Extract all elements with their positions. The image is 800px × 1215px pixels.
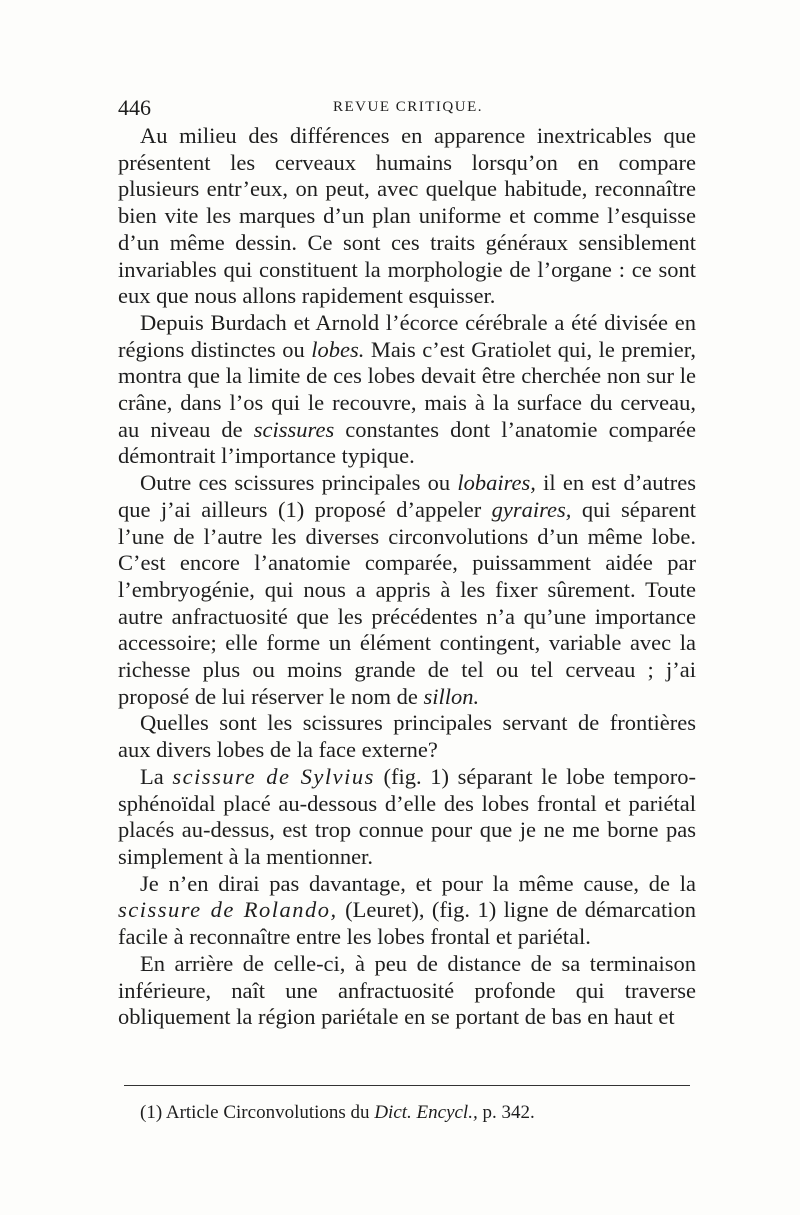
- paragraph-7: En arrière de celle-ci, à peu de distance de sa terminaison inférieure, naît une anfractuosité profonde qui traverse obliquement la région pariétale en se portant de bas en haut et: [118, 950, 696, 1030]
- running-title: REVUE CRITIQUE.: [333, 99, 483, 115]
- text-run: (Leuret), (fig. 1) ligne de démarcation facile à reconnaître entre les lobes frontal et pariétal.: [118, 897, 696, 950]
- term-lobaires: lobaires,: [457, 470, 536, 496]
- paragraph-2: [118, 310, 696, 470]
- footnote: [140, 1101, 700, 1125]
- term-scissure-rolando: scissure de Rolando,: [118, 897, 338, 923]
- term-scissures: scissures: [253, 416, 335, 442]
- page-number: 446: [118, 95, 151, 120]
- paragraph-3: [118, 470, 696, 710]
- term-gyraires: gyraires,: [491, 496, 572, 522]
- footnote-page: p. 342.: [477, 1102, 535, 1123]
- paragraph-1: Au milieu des différences en apparence inextricables que présentent les cerveaux humains lorsqu’on en compare plusieurs entr’eux, on peut, avec quelque habitude, reconnaître bien vite les marques d’un plan uniforme et comme l’esquisse d’un même dessin. Ce sont ces traits généraux sensiblement invariables qui constituent la morphologie de l’organe : ce sont eux que nous allons rapidement esquisser.: [118, 123, 696, 309]
- footnote-dict-ref: Dict. Encycl.,: [374, 1102, 478, 1123]
- paragraph-5: [118, 764, 696, 871]
- text-run: constantes dont l’anatomie comparée démontrait l’importance typique.: [118, 416, 697, 469]
- term-sillon: sillon.: [423, 683, 480, 709]
- text-run: Je n’en dirai pas davantage, et pour la même cause, de la: [140, 870, 696, 896]
- text-run: qui séparent l’une de l’autre les diverses circonvolutions d’un même lobe. C’est encore l’anatomie comparée, puissamment aidée par l’embryogénie, qui nous a appris à les fixer sûrement. Toute autre anfractuosité que les précédentes n’a qu’une importance accessoire; elle forme un élément contingent, variable avec la richesse plus ou moins grande de tel ou tel cerveau ; j’ai proposé de lui réserver le nom de: [118, 496, 696, 709]
- text-run: il en est d’autres que j’ai ailleurs (1) proposé d’appeler: [118, 470, 696, 522]
- text-run: Outre ces scissures principales ou: [140, 470, 458, 496]
- term-scissure-sylvius: scissure de Sylvius: [172, 763, 375, 789]
- footnote-rule: [124, 1085, 690, 1086]
- text-run: (fig. 1) séparant le lobe temporo-sphénoïdal placé au-dessous d’elle des lobes frontal et pariétal placés au-dessus, est trop connue pour que je ne me borne pas simplement à la mentionner.: [118, 763, 696, 869]
- paragraph-6: [118, 871, 696, 951]
- footnote-text: (1) Article Circonvolutions du: [140, 1102, 375, 1123]
- text-run: Depuis Burdach et Arnold l’écorce cérébrale a été divisée en régions distinctes ou: [118, 309, 696, 362]
- paragraph-4: Quelles sont les scissures principales servant de frontières aux divers lobes de la face externe?: [118, 710, 696, 763]
- term-lobes: lobes.: [311, 336, 365, 362]
- body-text: [118, 123, 696, 1031]
- text-run: Mais c’est Gratiolet qui, le premier, montra que la limite de ces lobes devait être cherchée non sur le crâne, dans l’os qui le recouvre, mais à la surface du cerveau, au niveau de: [118, 336, 696, 442]
- text-run: La: [140, 763, 173, 789]
- page-header: [118, 95, 698, 125]
